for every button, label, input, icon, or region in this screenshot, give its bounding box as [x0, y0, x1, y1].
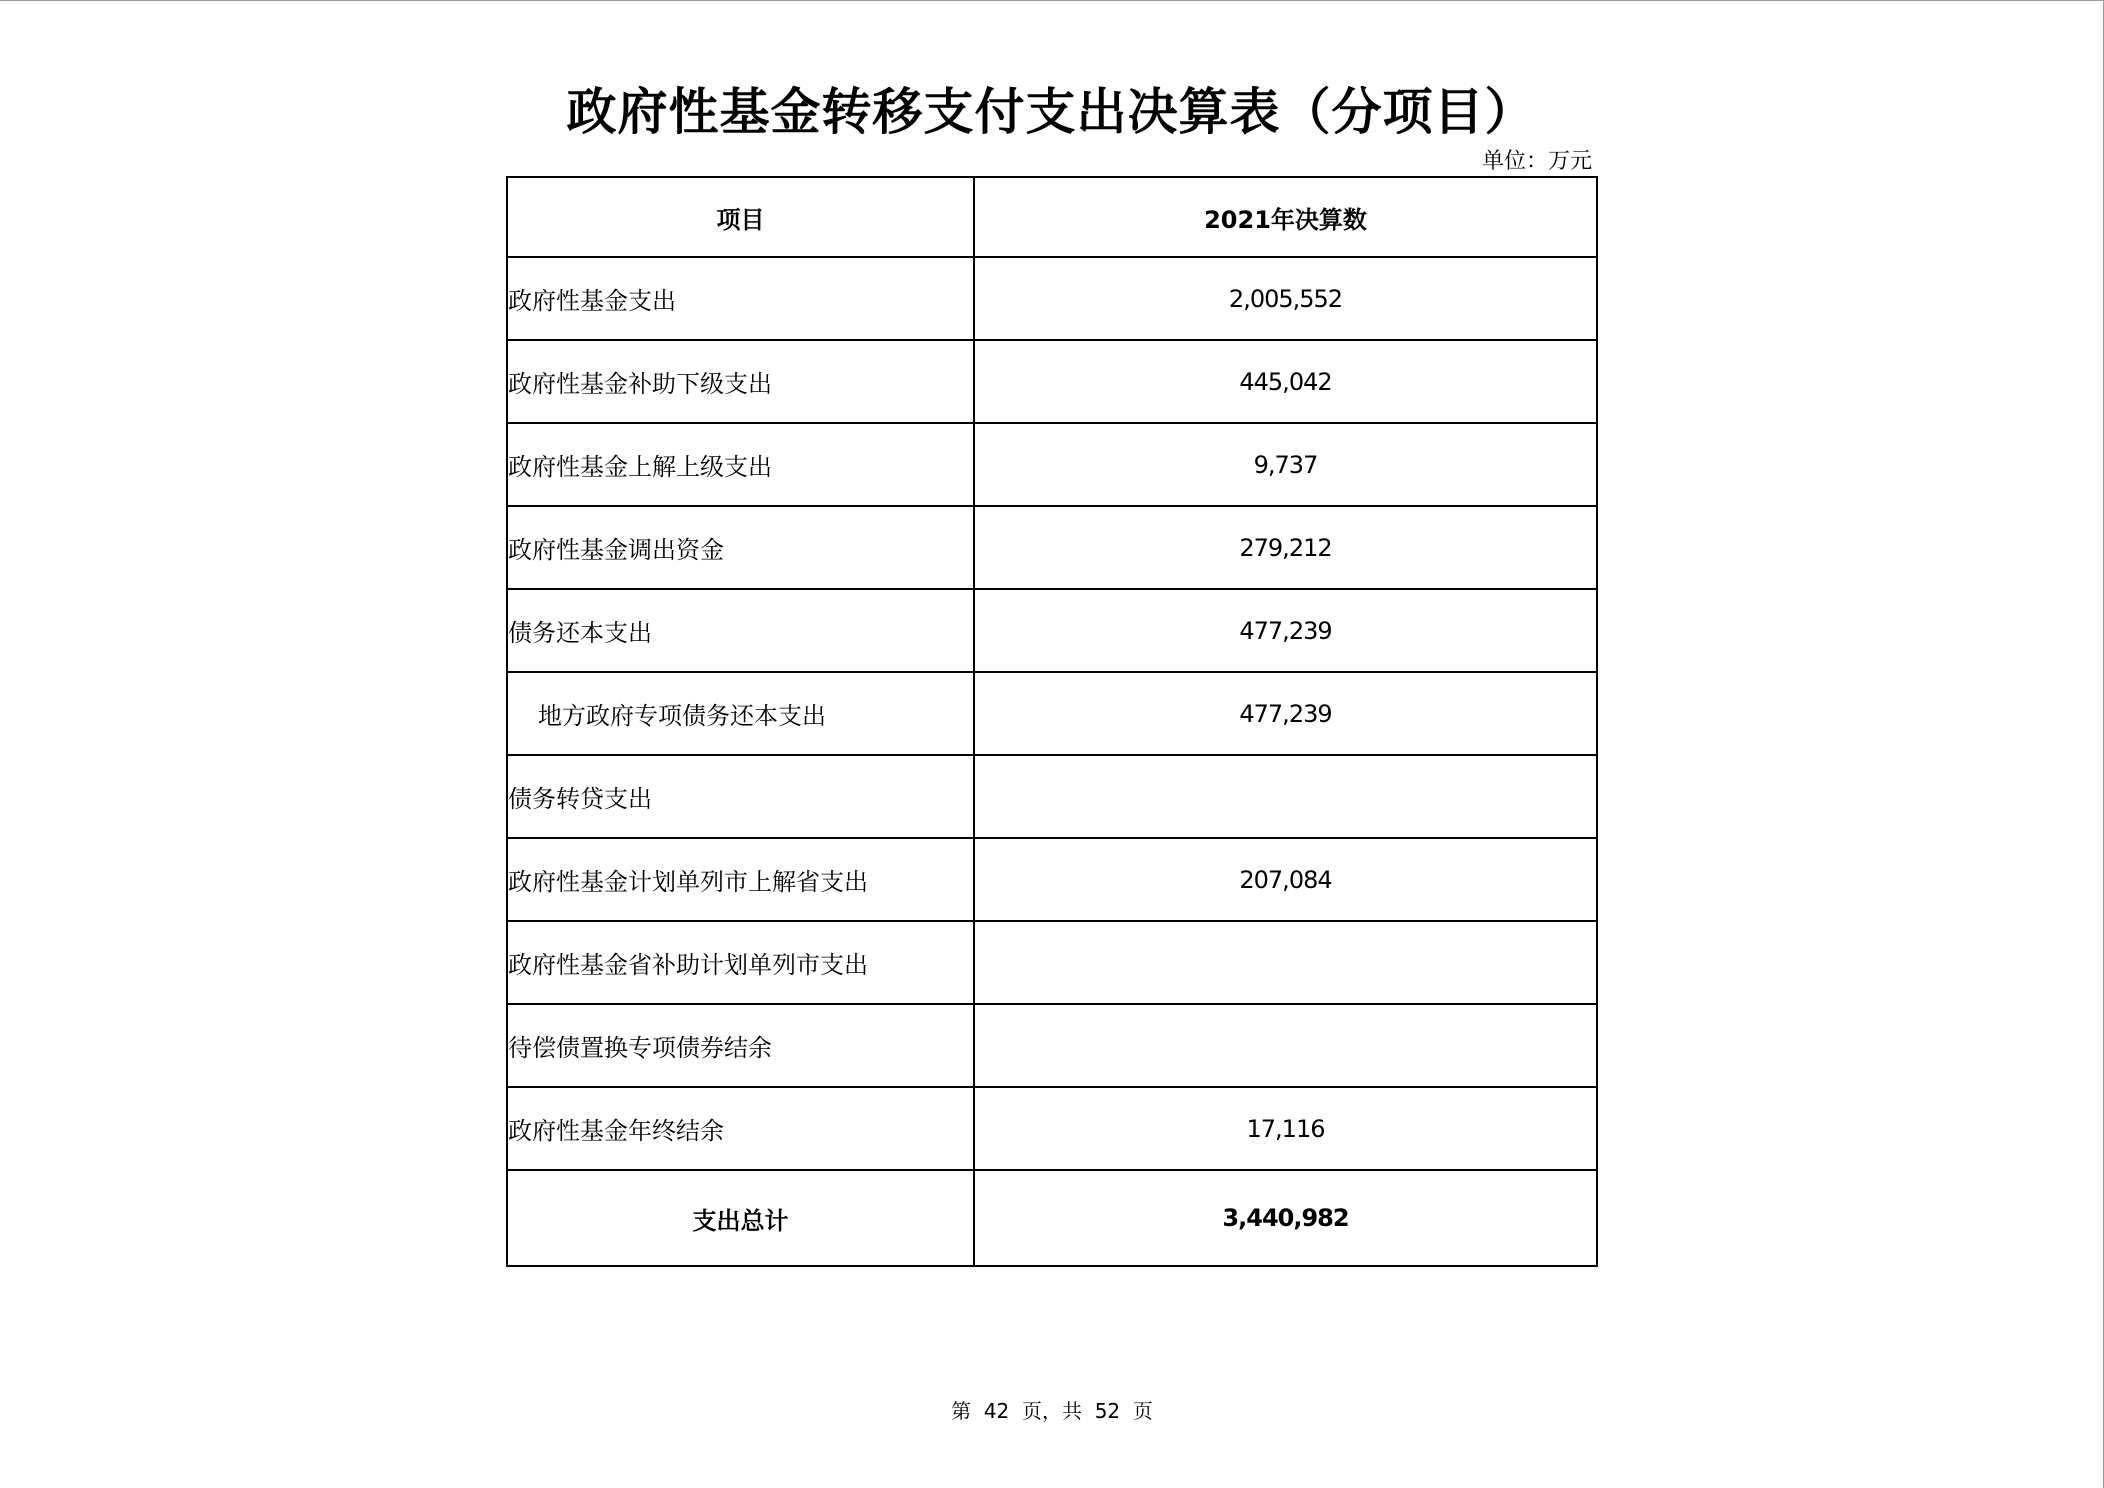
total-label: 支出总计: [507, 1170, 974, 1266]
table-row: [507, 340, 1597, 423]
table-row: [507, 921, 1597, 1004]
page-top-border: [0, 0, 2104, 1]
row-item-label: 政府性基金补助下级支出: [507, 340, 974, 423]
header-item: 项目: [507, 177, 974, 257]
table-row: [507, 1087, 1597, 1170]
unit-label: 单位：万元: [1481, 149, 1592, 174]
row-item-label: 政府性基金支出: [507, 257, 974, 340]
row-item-label: 债务还本支出: [507, 589, 974, 672]
row-value: [974, 1004, 1597, 1087]
table-row: [507, 506, 1597, 589]
row-value: [974, 921, 1597, 1004]
table-row: [507, 1004, 1597, 1087]
page-number: 第 42 页，共 52 页: [951, 1399, 1153, 1423]
table-row: [507, 423, 1597, 506]
row-value: 477,239: [974, 589, 1597, 672]
row-item-label: 政府性基金调出资金: [507, 506, 974, 589]
row-item-label-indented: 地方政府专项债务还本支出: [507, 672, 974, 755]
row-item-label: 政府性基金省补助计划单列市支出: [507, 921, 974, 1004]
total-row: [507, 1170, 1597, 1266]
row-value: 9,737: [974, 423, 1597, 506]
table-row: [507, 672, 1597, 755]
table-row: [507, 589, 1597, 672]
total-value: 3,440,982: [974, 1170, 1597, 1266]
row-item-label: 政府性基金年终结余: [507, 1087, 974, 1170]
header-value: 2021年决算数: [974, 177, 1597, 257]
table-row: [507, 257, 1597, 340]
row-item-label: 政府性基金计划单列市上解省支出: [507, 838, 974, 921]
row-value: 279,212: [974, 506, 1597, 589]
row-value: 477,239: [974, 672, 1597, 755]
table-row: [507, 755, 1597, 838]
budget-table: [506, 176, 1598, 1267]
row-item-label: 待偿债置换专项债券结余: [507, 1004, 974, 1087]
row-value: 2,005,552: [974, 257, 1597, 340]
row-value: 17,116: [974, 1087, 1597, 1170]
row-value: [974, 755, 1597, 838]
row-value: 445,042: [974, 340, 1597, 423]
row-value: 207,084: [974, 838, 1597, 921]
row-item-label: 政府性基金上解上级支出: [507, 423, 974, 506]
document-title: 政府性基金转移支付支出决算表（分项目）: [566, 83, 1536, 141]
row-item-label: 债务转贷支出: [507, 755, 974, 838]
table-row: [507, 838, 1597, 921]
table-header-row: [507, 177, 1597, 257]
